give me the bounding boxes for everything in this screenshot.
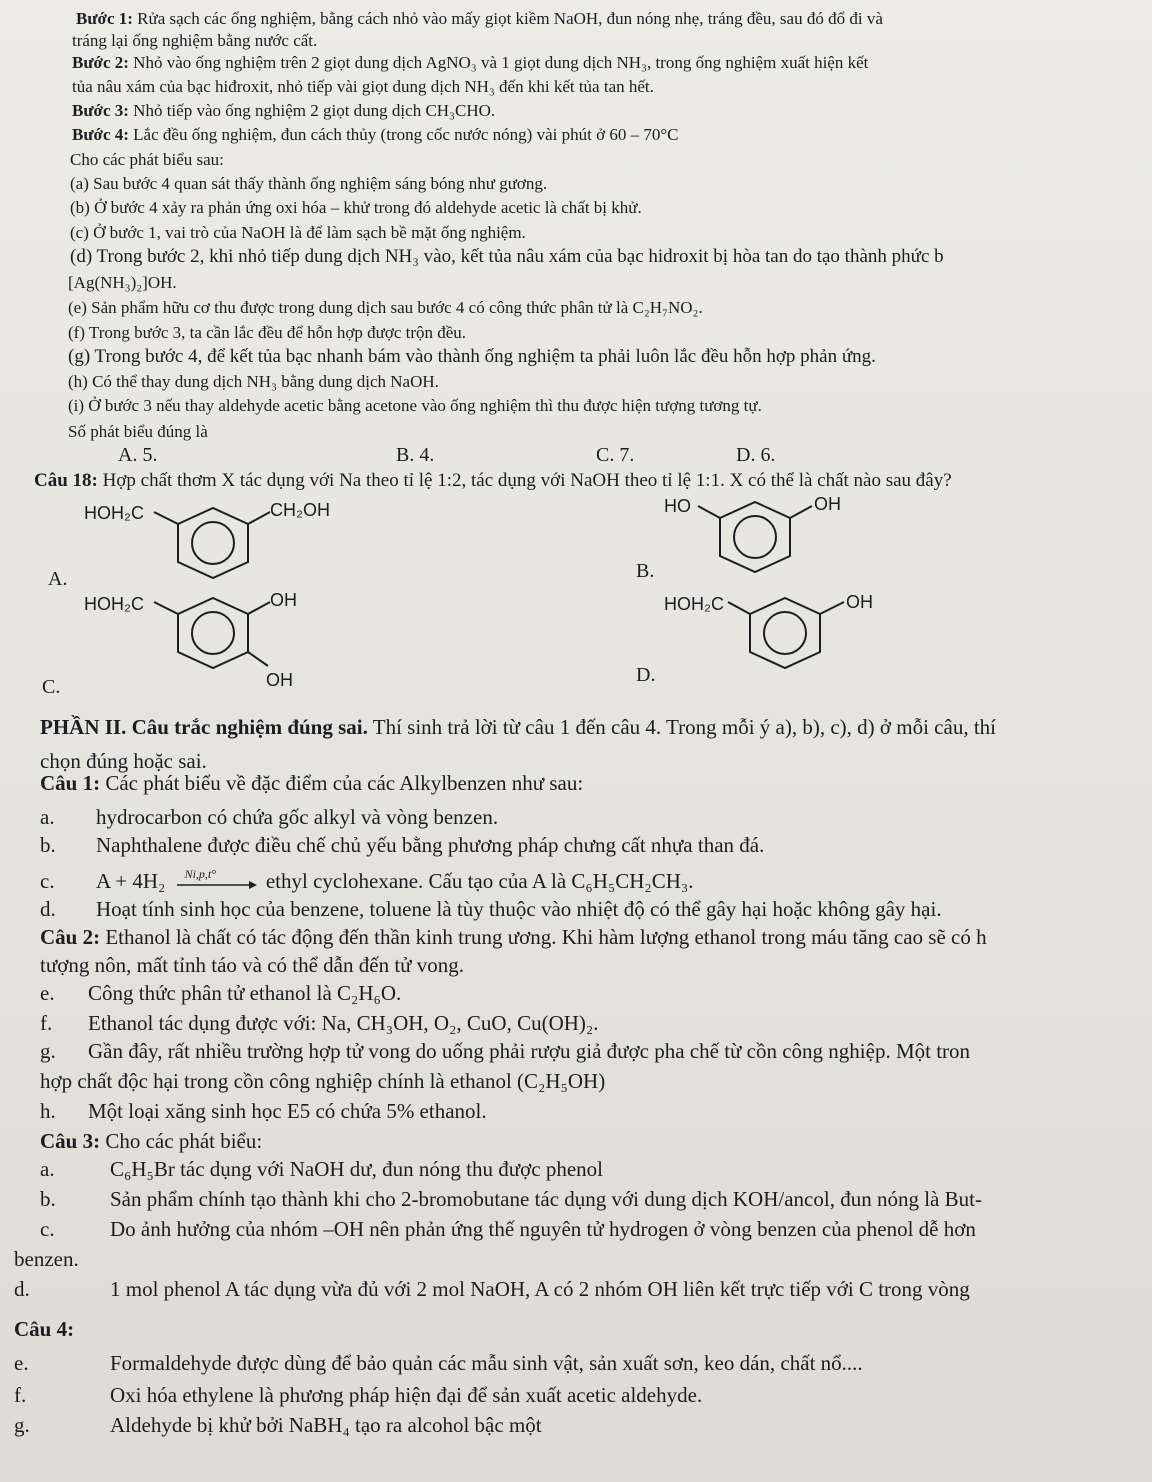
statement-d: (d) Trong bước 2, khi nhỏ tiếp dung dịch NH₃ vào, kết tủa nâu xám của bạc hidroxit bị hòa tan do tạo thành phức b [70,246,944,267]
option-b[interactable]: B. 4. [396,444,435,466]
struct-b-letter[interactable]: B. [636,560,655,582]
question-text: Số phát biểu đúng là [68,422,208,441]
step2: Bước 2: Nhỏ vào ống nghiệm trên 2 giọt dung dịch AgNO₃ và 1 giọt dung dịch NH₃, trong ống nghiệm xuất hiện kết [72,53,869,72]
step1-cont: tráng lại ống nghiệm bằng nước cất. [72,31,318,50]
q2-heading: Câu 2: Ethanol là chất có tác động đến thần kinh trung ương. Khi hàm lượng ethanol trong máu tăng cao sẽ có h [40,925,987,949]
benzene-ring-a-icon [148,500,278,590]
q4-heading: Câu 4: [14,1317,75,1341]
q1-item-b[interactable]: b. Naphthalene được điều chế chủ yếu bằng phương pháp chưng cất nhựa than đá. [40,833,765,857]
q3-item-b[interactable]: b. Sản phẩm chính tạo thành khi cho 2-bromobutane tác dụng với dung dịch KOH/ancol, đun nóng là But- [40,1187,982,1211]
statement-c: (c) Ở bước 1, vai trò của NaOH là để làm sạch bề mặt ống nghiệm. [70,223,526,242]
reaction-arrow: Ni,p,t° [175,873,257,893]
option-a[interactable]: A. 5. [118,444,158,466]
q3-item-d[interactable]: d. 1 mol phenol A tác dụng vừa đủ với 2 mol NaOH, A có 2 nhóm OH liên kết trực tiếp với C trong vòng [14,1277,970,1301]
statement-e: (e) Sản phẩm hữu cơ thu được trong dung dịch sau bước 4 có công thức phân tử là C₂H₇NO₂. [68,298,703,317]
option-c[interactable]: C. 7. [596,444,635,466]
struct-b-left-label: HO [664,496,691,516]
q3-item-c-cont: benzen. [14,1247,79,1271]
step3: Bước 3: Nhỏ tiếp vào ống nghiệm 2 giọt dung dịch CH₃CHO. [72,101,496,120]
statement-a: (a) Sau bước 4 quan sát thấy thành ống nghiệm sáng bóng như gương. [70,174,548,193]
struct-a-right-label: CH₂OH [270,500,330,520]
option-d[interactable]: D. 6. [736,444,776,466]
q1-item-a[interactable]: a. hydrocarbon có chứa gốc alkyl và vòng benzen. [40,805,499,829]
q3-item-a[interactable]: a. C₆H₅Br tác dụng với NaOH dư, đun nóng thu được phenol [40,1157,603,1181]
q2-item-f[interactable]: f. Ethanol tác dụng được với: Na, CH₃OH, O₂, CuO, Cu(OH)₂. [40,1011,599,1035]
part2-intro-cont: chọn đúng hoặc sai. [40,749,207,773]
statement-g: (g) Trong bước 4, để kết tủa bạc nhanh bám vào thành ống nghiệm ta phải luôn lắc đều hỗn hợp phản ứng. [68,346,876,367]
benzene-ring-d-icon [720,590,850,680]
struct-d-right-label: OH [846,592,873,612]
q1-item-c[interactable]: c. A + 4H₂ Ni,p,t° ethyl cyclohexane. Cấu tạo của A là C₆H₅CH₂CH₃. [40,870,693,893]
step4: Bước 4: Lắc đều ống nghiệm, đun cách thủy (trong cốc nước nóng) vài phút ở 60 – 70°C [72,125,679,144]
q2-item-g-cont: hợp chất độc hại trong cồn công nghiệp chính là ethanol (C₂H₅OH) [40,1069,606,1093]
struct-d-letter[interactable]: D. [636,664,656,686]
struct-c-left-label: HOH₂C [84,594,144,614]
q2-cont: tượng nôn, mất tỉnh táo và có thể dẫn đến tử vong. [40,953,465,977]
q3-item-c[interactable]: c. Do ảnh hưởng của nhóm –OH nên phản ứng thế nguyên tử hydrogen ở vòng benzen của phenol dễ hơn [40,1217,976,1241]
statement-d-cont: [Ag(NH₃)₂]OH. [68,273,177,292]
part2-heading: PHẦN II. Câu trắc nghiệm đúng sai. Thí sinh trả lời từ câu 1 đến câu 4. Trong mỗi ý a), b), c), d) ở mỗi câu, thí [40,715,996,739]
statement-i: (i) Ở bước 3 nếu thay aldehyde acetic bằng acetone vào ống nghiệm thì thu được hiện tượng tương tự. [68,396,762,415]
benzene-ring-c-icon [148,590,278,686]
q4-item-e[interactable]: e. Formaldehyde được dùng để bảo quản các mẫu sinh vật, sản xuất sơn, keo dán, chất nổ.... [14,1351,863,1375]
q2-item-g[interactable]: g. Gần đây, rất nhiều trường hợp tử vong do uống phải rượu giả được pha chế từ cồn công nghiệp. Một tron [40,1039,971,1063]
struct-d-left-label: HOH₂C [664,594,724,614]
q18-text: Câu 18: Hợp chất thơm X tác dụng với Na theo tỉ lệ 1:2, tác dụng với NaOH theo tỉ lệ 1:1. X có thể là chất nào sau đây? [34,470,952,491]
q2-item-e[interactable]: e. Công thức phân tử ethanol là C₂H₆O. [40,981,402,1005]
struct-c-bottom-label: OH [266,670,293,690]
q1-heading: Câu 1: Các phát biểu về đặc điểm của các Alkylbenzen như sau: [40,771,584,795]
statement-b: (b) Ở bước 4 xảy ra phản ứng oxi hóa – khử trong đó aldehyde acetic là chất bị khử. [70,198,642,217]
q4-item-g[interactable]: g. Aldehyde bị khử bởi NaBH₄ tạo ra alcohol bậc một [14,1413,542,1437]
step1: Bước 1: Rửa sạch các ống nghiệm, bằng cách nhỏ vào mấy giọt kiềm NaOH, đun nóng nhẹ, tráng đều, sau đó đổ đi và [76,9,883,28]
struct-b-right-label: OH [814,494,841,514]
statement-f: (f) Trong bước 3, ta cần lắc đều để hỗn hợp được trộn đều. [68,323,467,342]
benzene-ring-b-icon [690,494,820,584]
struct-c-letter[interactable]: C. [42,676,61,698]
struct-a-letter[interactable]: A. [48,568,68,590]
statement-h: (h) Có thể thay dung dịch NH₃ bằng dung dịch NaOH. [68,372,439,391]
q3-heading: Câu 3: Cho các phát biểu: [40,1129,263,1153]
step2-cont: tủa nâu xám của bạc hiđroxit, nhỏ tiếp vài giọt dung dịch NH₃ đến khi kết tủa tan hết. [72,77,654,96]
q4-item-f[interactable]: f. Oxi hóa ethylene là phương pháp hiện đại để sản xuất acetic aldehyde. [14,1383,703,1407]
struct-a-left-label: HOH₂C [84,503,144,523]
statements-intro: Cho các phát biểu sau: [70,150,224,169]
q1-item-d[interactable]: d. Hoạt tính sinh học của benzene, toluene là tùy thuộc vào nhiệt độ có thể gây hại hoặc không gây hại. [40,897,942,921]
struct-c-right-label: OH [270,590,297,610]
right-arrow-icon [175,877,257,897]
q2-item-h[interactable]: h. Một loại xăng sinh học E5 có chứa 5% ethanol. [40,1099,487,1123]
